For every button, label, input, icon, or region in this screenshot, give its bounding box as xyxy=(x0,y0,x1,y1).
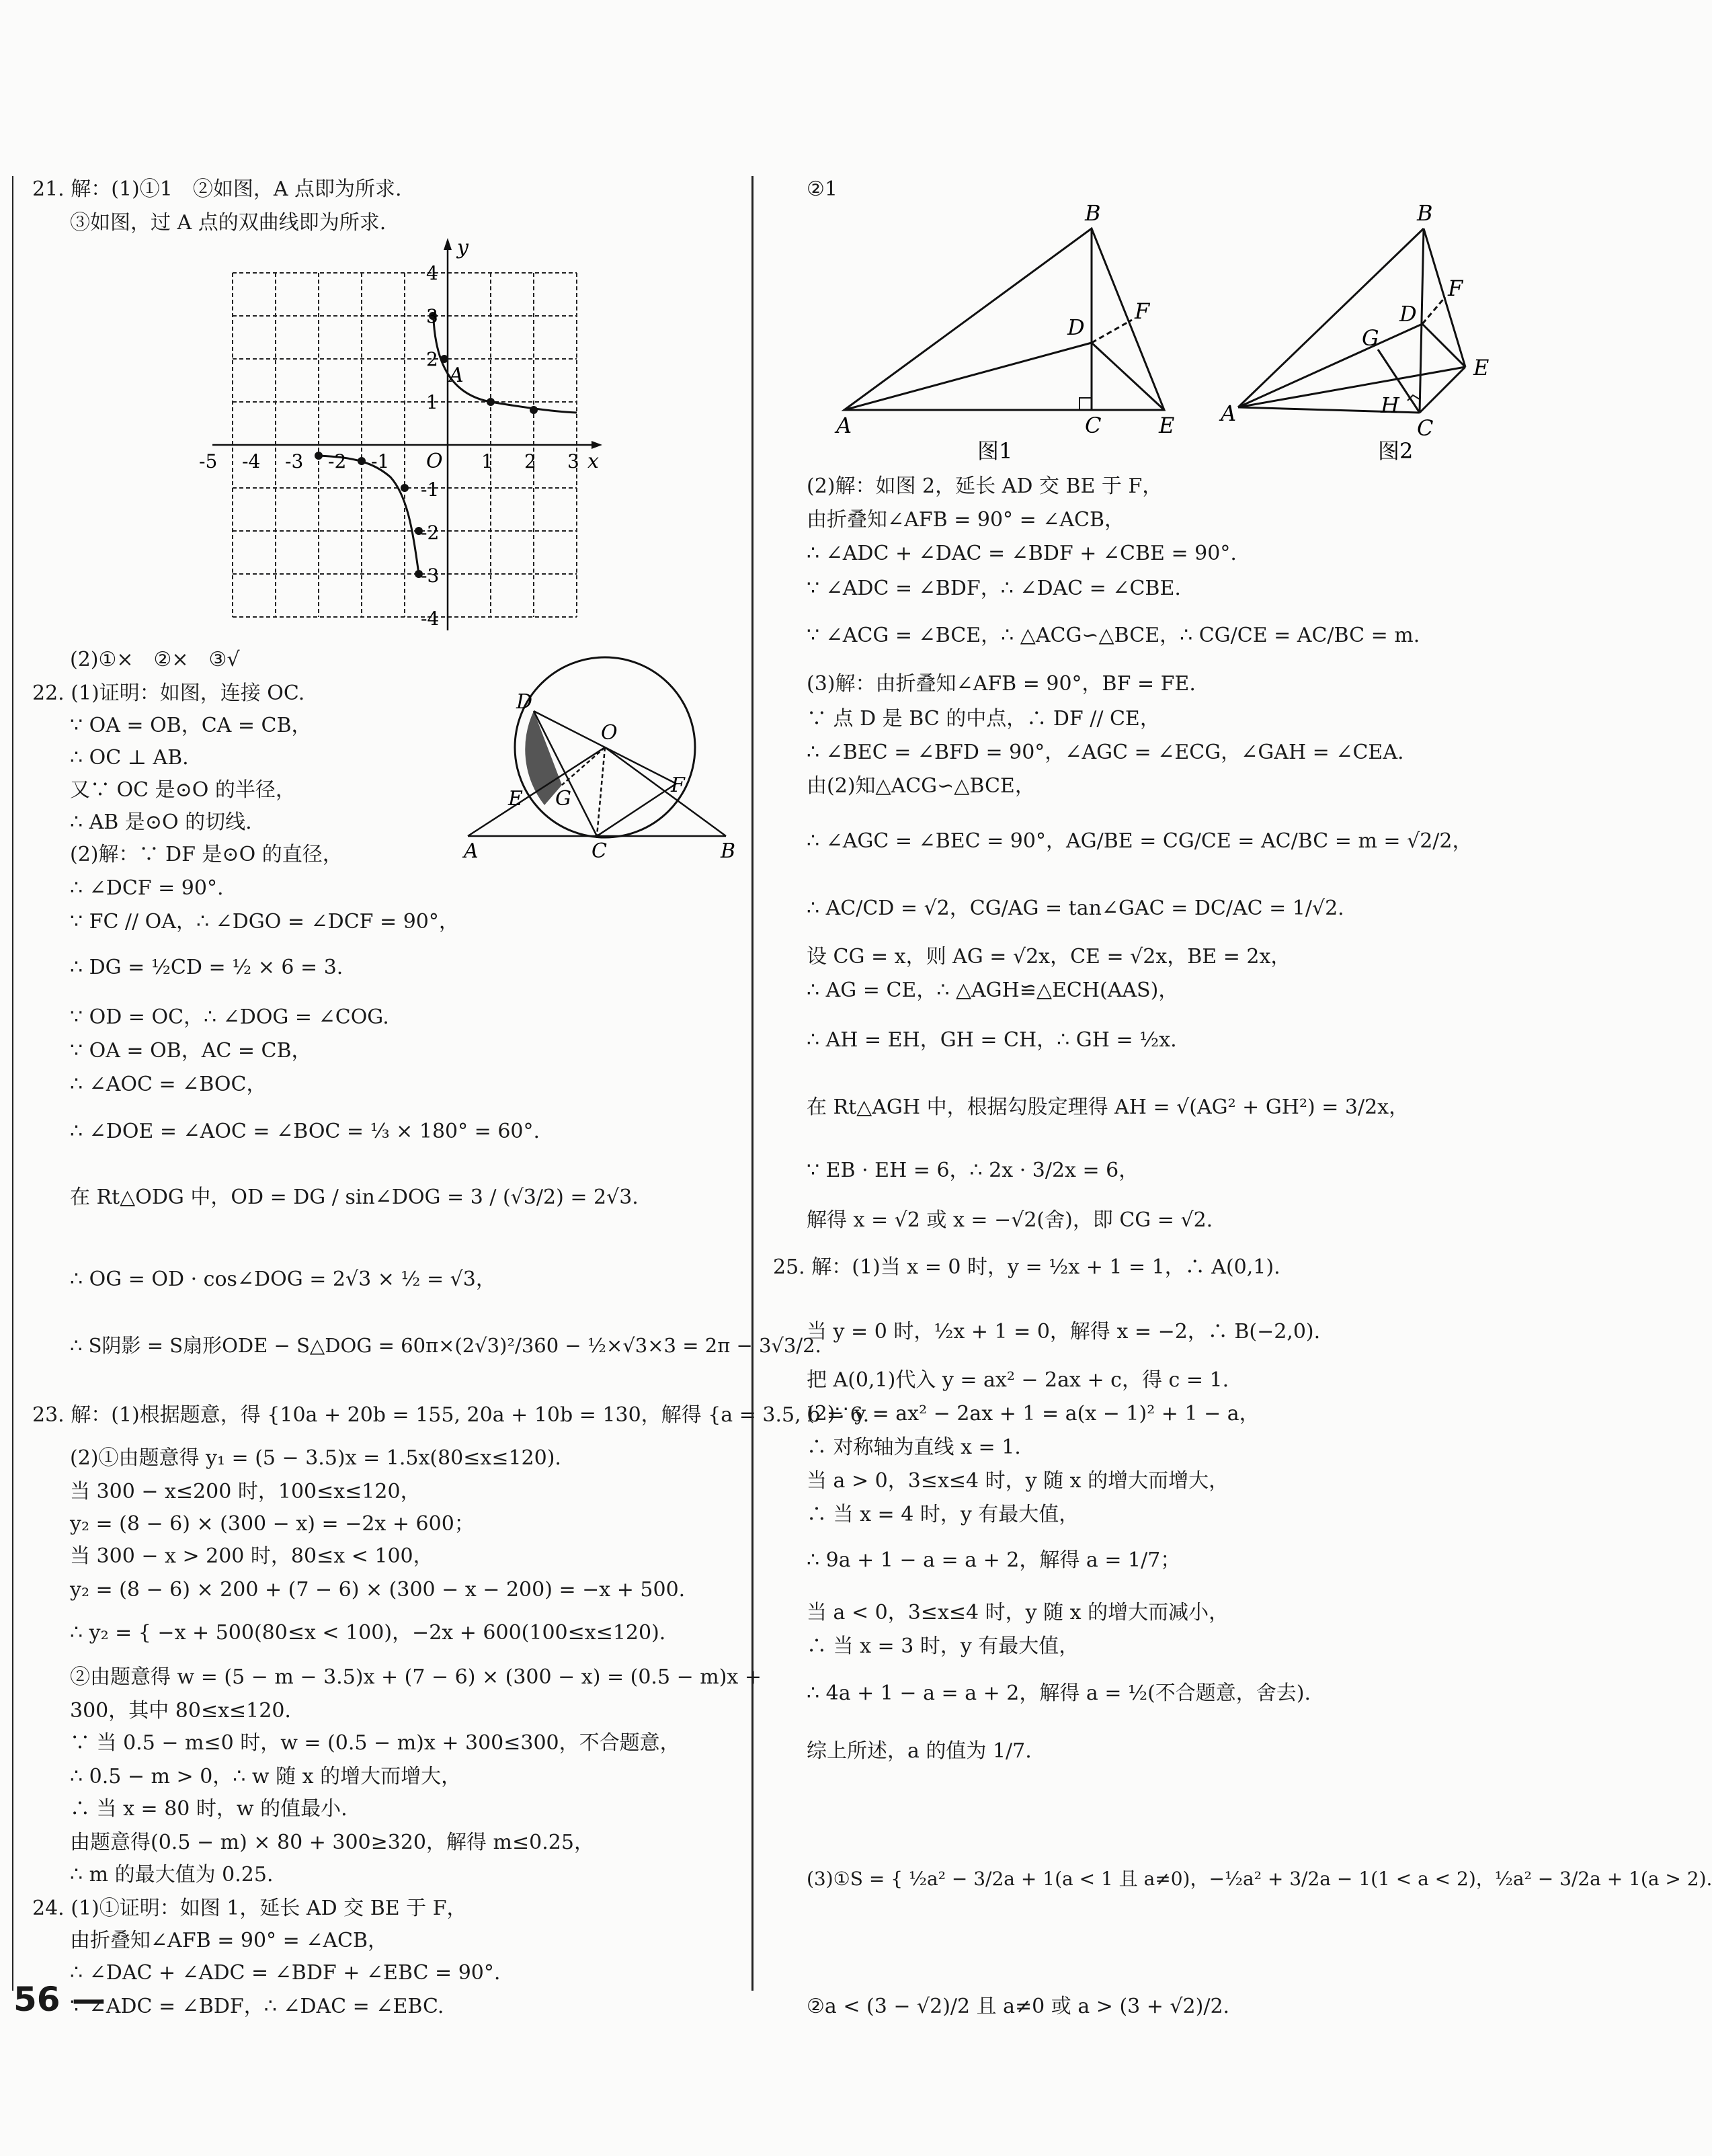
fig2-label-e: E xyxy=(1473,355,1490,380)
left-margin-rule xyxy=(12,176,13,1991)
q22-line-3: ∴ OC ⊥ AB. xyxy=(70,746,189,770)
fig2-label-c: C xyxy=(1417,415,1434,441)
q24-line-17: 设 CG = x，则 AG = √2x，CE = √2x，BE = 2x， xyxy=(807,945,1291,968)
svg-text:-1: -1 xyxy=(371,450,390,472)
q23-line-11: ∴ 0.5 − m > 0，∴ w 随 x 的增大而增大， xyxy=(70,1765,462,1788)
q24-line-4: ∵ ∠ADC = ∠BDF，∴ ∠DAC = ∠EBC. xyxy=(70,1995,444,2018)
origin-label: O xyxy=(426,450,443,473)
fig1-triangle-abe xyxy=(844,229,1164,410)
fig1-label-c: C xyxy=(1085,413,1102,438)
segment-cf xyxy=(597,784,676,836)
q22-line-5: ∴ AB 是⊙O 的切线. xyxy=(70,811,252,834)
q22-line-7: ∴ ∠DCF = 90°. xyxy=(70,876,224,900)
label-g: G xyxy=(555,787,571,811)
q23-line-14: ∴ m 的最大值为 0.25. xyxy=(70,1863,274,1887)
fig1-segment-de xyxy=(1092,343,1164,410)
fig2-label-g: G xyxy=(1362,325,1379,351)
svg-text:4: 4 xyxy=(426,262,438,284)
q23-line-8: ②由题意得 w = (5 − m − 3.5)x + (7 − 6) × (300 − x) = (0.5 − m)x + xyxy=(70,1665,762,1689)
label-a: A xyxy=(464,839,479,863)
svg-text:2: 2 xyxy=(426,348,438,370)
q25-line-6: 当 a > 0，3≤x≤4 时，y 随 x 的增大而增大， xyxy=(807,1469,1229,1493)
q22-line-1: 22. (1)证明：如图，连接 OC. xyxy=(32,681,305,705)
q23-line-10: ∵ 当 0.5 − m≤0 时，w = (0.5 − m)x + 300≤300，不合题意， xyxy=(70,1731,680,1755)
page-number: 56 — xyxy=(13,1980,106,2019)
q21-line-3: (2)①× ②× ③√ xyxy=(70,648,240,671)
q24-line-15: ∴ ∠AGC = ∠BEC = 90°，AG/BE = CG/CE = AC/BC = m = √2/2， xyxy=(807,829,1473,853)
q23-line-4: y₂ = (8 − 6) × (300 − x) = −2x + 600； xyxy=(70,1512,475,1536)
point-a-label: A xyxy=(449,364,464,387)
segment-oc xyxy=(597,747,605,836)
q23-line-13: 由题意得(0.5 − m) × 80 + 300≥320，解得 m≤0.25， xyxy=(70,1831,594,1854)
q25-line-10: ∴ 当 x = 3 时，y 有最大值， xyxy=(807,1634,1079,1658)
y-tick-labels xyxy=(421,262,439,630)
fig1-label-f: F xyxy=(1135,298,1150,324)
svg-text:2: 2 xyxy=(524,450,536,472)
q25-line-2: 当 y = 0 时，½x + 1 = 0，解得 x = −2，∴ B(−2,0). xyxy=(807,1320,1321,1343)
fig2-caption: 图2 xyxy=(1378,438,1414,464)
q23-line-5: 当 300 − x > 200 时，80≤x < 100， xyxy=(70,1544,434,1568)
q23-line-12: ∴ 当 x = 80 时，w 的值最小. xyxy=(70,1797,348,1821)
q25-line-14: ②a < (3 − √2)/2 且 a≠0 或 a > (3 + √2)/2. xyxy=(807,1995,1230,2018)
fig1-caption: 图1 xyxy=(977,438,1013,464)
q24-line-13: ∴ ∠BEC = ∠BFD = 90°，∠AGC = ∠ECG，∠GAH = ∠CEA. xyxy=(807,741,1404,764)
svg-text:-3: -3 xyxy=(421,565,440,587)
q25-line-4: (2)∵ y = ax² − 2ax + 1 = a(x − 1)² + 1 − a， xyxy=(807,1402,1260,1425)
label-f: F xyxy=(671,774,685,797)
q22-line-10: ∵ OD = OC，∴ ∠DOG = ∠COG. xyxy=(70,1005,389,1029)
svg-text:-4: -4 xyxy=(421,608,440,630)
svg-text:3: 3 xyxy=(567,450,579,472)
q23-line-3: 当 300 − x≤200 时，100≤x≤120， xyxy=(70,1480,421,1503)
fig2-segment-ab xyxy=(1238,229,1424,407)
q24-line-5: ②1 xyxy=(807,177,838,201)
svg-text:-2: -2 xyxy=(328,450,347,472)
q25-line-5: ∴ 对称轴为直线 x = 1. xyxy=(807,1436,1021,1459)
label-b: B xyxy=(721,839,736,863)
q24-line-11: (3)解：由折叠知∠AFB = 90°，BF = FE. xyxy=(807,672,1196,696)
fig1-label-b: B xyxy=(1085,200,1101,226)
q22-line-14: 在 Rt△ODG 中，OD = DG / sin∠DOG = 3 / (√3/2) = 2√3. xyxy=(70,1186,639,1209)
fig1-right-angle xyxy=(1079,398,1092,410)
q24-line-9: ∵ ∠ADC = ∠BDF，∴ ∠DAC = ∠CBE. xyxy=(807,577,1181,600)
q23-line-1: 23. 解：(1)根据题意，得 {10a + 20b = 155, 20a + 10b = 130，解得 {a = 3.5, b = 6. xyxy=(32,1403,870,1427)
q22-line-8: ∵ FC // OA，∴ ∠DGO = ∠DCF = 90°， xyxy=(70,910,459,934)
fig2-label-b: B xyxy=(1417,200,1433,226)
fig1-label-e: E xyxy=(1159,413,1175,438)
hyperbola-graph xyxy=(199,234,616,637)
q25-line-1: 25. 解：(1)当 x = 0 时，y = ½x + 1 = 1，∴ A(0,1). xyxy=(773,1255,1280,1279)
q24-line-7: 由折叠知∠AFB = 90° = ∠ACB， xyxy=(807,508,1125,532)
q22-line-15: ∴ OG = OD · cos∠DOG = 2√3 × ½ = √3， xyxy=(70,1268,496,1291)
fig1-label-a: A xyxy=(836,413,852,438)
q24-line-12: ∵ 点 D 是 BC 的中点，∴ DF // CE， xyxy=(807,707,1160,731)
q21-line-2: ③如图，过 A 点的双曲线即为所求. xyxy=(70,211,386,235)
figure-2 xyxy=(1156,199,1506,481)
y-axis-label: y xyxy=(457,236,468,259)
fig2-label-f: F xyxy=(1448,276,1463,301)
label-e: E xyxy=(508,787,523,811)
y-axis-arrow-icon xyxy=(444,238,452,250)
svg-text:1: 1 xyxy=(481,450,493,472)
svg-text:-1: -1 xyxy=(421,479,440,501)
label-o: O xyxy=(601,721,618,745)
label-c: C xyxy=(592,839,607,863)
q22-line-16: ∴ S阴影 = S扇形ODE − S△DOG = 60π×(2√3)²/360 − ½×√3×3 = 2π − 3√3/2. xyxy=(70,1334,821,1357)
q22-line-13: ∴ ∠DOE = ∠AOC = ∠BOC = ⅓ × 180° = 60°. xyxy=(70,1120,540,1143)
q25-line-8: ∴ 9a + 1 − a = a + 2，解得 a = 1/7； xyxy=(807,1548,1181,1572)
q24-line-20: 在 Rt△AGH 中，根据勾股定理得 AH = √(AG² + GH²) = 3/2x， xyxy=(807,1095,1410,1119)
q22-line-11: ∵ OA = OB，AC = CB， xyxy=(70,1039,312,1063)
q23-line-9: 300，其中 80≤x≤120. xyxy=(70,1699,291,1723)
column-divider xyxy=(751,176,753,1991)
x-tick-labels xyxy=(199,450,579,472)
q24-line-16: ∴ AC/CD = √2，CG/AG = tan∠GAC = DC/AC = 1/√2. xyxy=(807,897,1344,920)
q24-line-6: (2)解：如图 2，延长 AD 交 BE 于 F， xyxy=(807,474,1163,498)
segment-og xyxy=(562,747,605,785)
q24-line-19: ∴ AH = EH，GH = CH，∴ GH = ½x. xyxy=(807,1028,1177,1052)
q23-line-7: ∴ y₂ = { −x + 500(80≤x < 100)，−2x + 600(100≤x≤120). xyxy=(70,1621,666,1645)
q22-line-9: ∴ DG = ½CD = ½ × 6 = 3. xyxy=(70,956,343,979)
svg-text:3: 3 xyxy=(426,305,438,327)
q25-line-12: 综上所述，a 的值为 1/7. xyxy=(807,1739,1032,1763)
svg-text:-2: -2 xyxy=(421,522,440,544)
q23-line-2: (2)①由题意得 y₁ = (5 − 3.5)x = 1.5x(80≤x≤120). xyxy=(70,1446,561,1470)
q25-line-7: ∴ 当 x = 4 时，y 有最大值， xyxy=(807,1503,1079,1526)
x-axis-label: x xyxy=(587,450,599,473)
fig2-segment-bc xyxy=(1420,229,1424,413)
fig2-segment-df xyxy=(1422,297,1445,324)
q24-line-10: ∵ ∠ACG = ∠BCE，∴ △ACG∽△BCE，∴ CG/CE = AC/BC = m. xyxy=(807,624,1420,647)
circle-tangent-figure xyxy=(454,684,750,863)
svg-text:-3: -3 xyxy=(285,450,304,472)
q24-line-8: ∴ ∠ADC + ∠DAC = ∠BDF + ∠CBE = 90°. xyxy=(807,542,1237,565)
q24-line-2: 由折叠知∠AFB = 90° = ∠ACB， xyxy=(70,1929,389,1952)
q24-line-18: ∴ AG = CE，∴ △AGH≌△ECH(AAS)， xyxy=(807,979,1179,1002)
svg-text:-5: -5 xyxy=(199,450,218,472)
svg-text:1: 1 xyxy=(426,391,438,413)
q24-line-21: ∵ EB · EH = 6，∴ 2x · 3/2x = 6， xyxy=(807,1159,1139,1182)
q22-line-6: (2)解：∵ DF 是⊙O 的直径， xyxy=(70,843,343,866)
q23-line-6: y₂ = (8 − 6) × 200 + (7 − 6) × (300 − x − 200) = −x + 500. xyxy=(70,1578,686,1602)
fig1-segment-ad xyxy=(844,343,1092,410)
fig1-label-d: D xyxy=(1067,315,1085,340)
q22-line-4: 又∵ OC 是⊙O 的半径， xyxy=(70,778,296,802)
fig2-label-a: A xyxy=(1221,401,1237,426)
fig2-label-h: H xyxy=(1381,392,1399,418)
label-d: D xyxy=(516,690,533,714)
fig2-label-d: D xyxy=(1399,301,1417,327)
q25-line-3: 把 A(0,1)代入 y = ax² − 2ax + c，得 c = 1. xyxy=(807,1368,1229,1392)
q25-line-9: 当 a < 0，3≤x≤4 时，y 随 x 的增大而减小， xyxy=(807,1601,1229,1624)
svg-text:-4: -4 xyxy=(242,450,261,472)
hyperbola-branch-left xyxy=(319,456,419,574)
q25-line-11: ∴ 4a + 1 − a = a + 2，解得 a = ½(不合题意，舍去). xyxy=(807,1682,1311,1705)
q24-line-14: 由(2)知△ACG∽△BCE， xyxy=(807,774,1035,798)
q21-line-1: 21. 解：(1)①1 ②如图，A 点即为所求. xyxy=(32,177,402,201)
q22-line-2: ∵ OA = OB，CA = CB， xyxy=(70,714,312,737)
fig1-segment-df xyxy=(1092,320,1132,343)
q22-line-12: ∴ ∠AOC = ∠BOC， xyxy=(70,1073,267,1096)
q24-line-1: 24. (1)①证明：如图 1，延长 AD 交 BE 于 F， xyxy=(32,1897,467,1920)
x-axis-arrow-icon xyxy=(592,441,602,449)
q25-line-13: (3)①S = { ½a² − 3/2a + 1(a < 1 且 a≠0)，−½a² + 3/2a − 1(1 < a < 2)，½a² − 3/2a + 1(a > 2). xyxy=(807,1868,1712,1890)
q24-line-22: 解得 x = √2 或 x = −√2(舍)，即 CG = √2. xyxy=(807,1208,1213,1232)
q24-line-3: ∴ ∠DAC + ∠ADC = ∠BDF + ∠EBC = 90°. xyxy=(70,1961,501,1985)
